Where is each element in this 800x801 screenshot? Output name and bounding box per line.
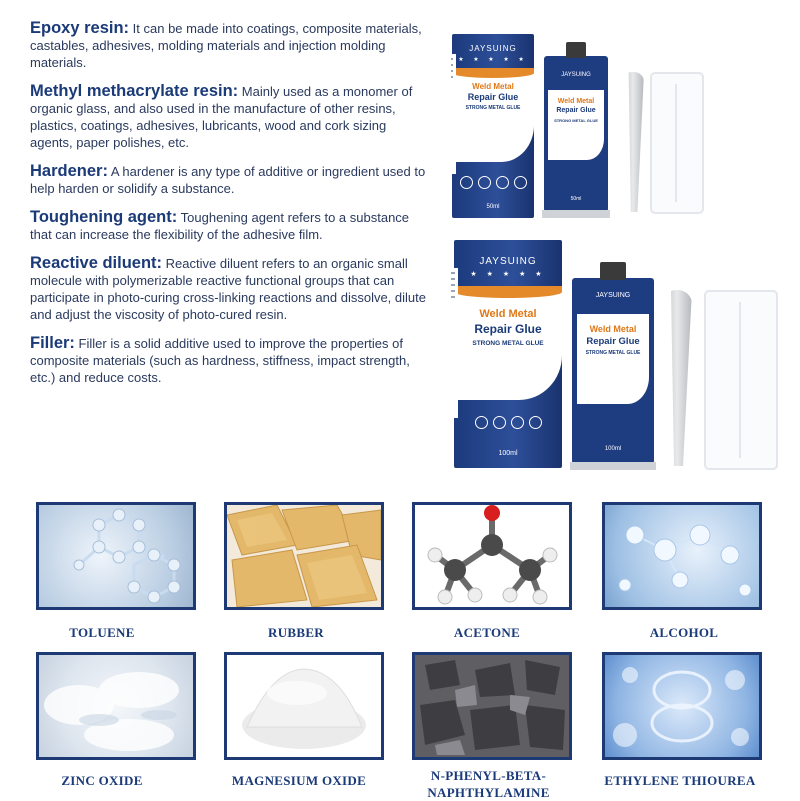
orange-wave — [454, 286, 562, 298]
syringe-base — [542, 210, 610, 218]
title-line2: Repair Glue — [467, 92, 519, 102]
definition-term: Reactive diluent: — [30, 254, 163, 272]
syringe-cap — [600, 262, 626, 280]
box-label-panel — [452, 70, 534, 162]
syringe-label — [548, 90, 604, 160]
definition-text: Filler is a solid additive used to improve the properties of composite materials (such as hardness, stiffness, impact strength, etc.) and reduce costs. — [30, 336, 410, 385]
feature-icon — [493, 416, 506, 429]
material-label: MAGNESIUM OXIDE — [231, 773, 367, 788]
side-text-line — [451, 284, 455, 286]
side-text-line — [451, 296, 455, 298]
definition-text: Reactive diluent refers to an organic small molecule with polymerizable reactive functional groups that can participate in photo-curing cross-linking reactions and dissolve, dilute and adjust the viscosity of photo-cured resin. — [30, 256, 426, 322]
material-label: ACETONE — [453, 625, 521, 640]
syringe-title-line1: Weld Metal — [589, 324, 637, 334]
feature-icon — [460, 176, 473, 189]
package-box — [454, 240, 562, 468]
syringe-volume: 50ml — [570, 196, 582, 202]
package-box — [452, 34, 534, 218]
bubble-molecule-icon — [605, 505, 759, 607]
syringe — [544, 56, 608, 212]
feature-icons — [454, 416, 562, 429]
side-text-line — [451, 58, 453, 60]
syringe-brand: JAYSUING — [561, 72, 591, 78]
syringe-tagline: STRONG METAL GLUE — [554, 118, 598, 123]
toluene-image — [36, 502, 196, 610]
stars-icon: ★ ★ ★ ★ ★ — [470, 271, 546, 278]
definition-epoxy — [30, 20, 430, 71]
definition-text: It can be made into coatings, composite materials, castables, adhesives, molding materials and injection molding materials. — [30, 21, 422, 70]
box-side-panel — [448, 54, 456, 174]
nozzle-rib — [739, 302, 741, 458]
tagline: STRONG METAL GLUE — [465, 105, 521, 111]
brand-label: JAYSUING — [479, 256, 537, 267]
syringe-label — [577, 314, 649, 404]
material-label: ALCOHOL — [649, 625, 719, 640]
material-label: RUBBER — [268, 625, 324, 640]
feature-icon — [511, 416, 524, 429]
box-label-panel — [454, 288, 562, 400]
definition-filler — [30, 335, 430, 386]
syringe-tagline: STRONG METAL GLUE — [585, 350, 641, 356]
syringe-title-line2: Repair Glue — [586, 336, 640, 347]
definitions-list — [30, 20, 430, 398]
molecule-network-icon — [39, 505, 193, 607]
feature-icon — [496, 176, 509, 189]
definition-term: Filler: — [30, 334, 75, 352]
volume-label: 50ml — [486, 204, 500, 210]
definition-toughening — [30, 209, 430, 243]
feature-icon — [514, 176, 527, 189]
feature-icons — [452, 176, 534, 189]
side-text-line — [451, 70, 453, 72]
definition-mma — [30, 83, 430, 151]
syringe-brand: JAYSUING — [595, 292, 631, 299]
spatula — [662, 290, 692, 466]
feature-icon — [529, 416, 542, 429]
rubber-sheets-icon — [227, 505, 381, 607]
definition-text: A hardener is any type of additive or ingredient used to help harden or solidify a substance. — [30, 164, 426, 196]
naphthylamine-image — [412, 652, 572, 760]
syringe — [572, 278, 654, 464]
syringe-title-line2: Repair Glue — [556, 107, 596, 114]
orange-wave — [452, 68, 534, 78]
side-text-line — [451, 64, 453, 66]
box-side-panel — [448, 268, 458, 418]
definition-term: Methyl methacrylate resin: — [30, 82, 239, 100]
side-text-line — [451, 76, 453, 78]
side-text-line — [451, 278, 455, 280]
definition-text: Mainly used as a monomer of organic glass, and also used in the manufacture of other resins, plastics, coatings, adhesives, lubricants, wood and cork sizing agents, paper polishes, etc. — [30, 84, 413, 150]
rubber-image — [224, 502, 384, 610]
mixing-nozzle — [650, 72, 704, 214]
material-label: N-PHENYL-BETA- NAPHTHYLAMINE — [427, 768, 550, 800]
definition-hardener — [30, 163, 430, 197]
side-text-line — [451, 290, 455, 292]
definition-term: Epoxy resin: — [30, 19, 130, 37]
zinc-oxide-image — [36, 652, 196, 760]
white-powder-icon — [39, 655, 193, 757]
syringe-title-line1: Weld Metal — [557, 98, 595, 105]
tagline: STRONG METAL GLUE — [472, 340, 544, 347]
syringe-cap — [566, 42, 586, 58]
water-bubbles-icon — [605, 655, 759, 757]
material-label: TOLUENE — [69, 625, 135, 640]
powder-pile-icon — [227, 655, 381, 757]
syringe-volume: 100ml — [604, 446, 622, 452]
definition-term: Hardener: — [30, 162, 108, 180]
alcohol-image — [602, 502, 762, 610]
material-label: ZINC OXIDE — [61, 773, 143, 788]
product-100ml — [448, 238, 788, 478]
title-line1: Weld Metal — [472, 82, 514, 91]
spatula — [622, 72, 644, 212]
magnesium-oxide-image — [224, 652, 384, 760]
brand-label: JAYSUING — [469, 44, 517, 53]
definition-diluent — [30, 255, 430, 323]
volume-label: 100ml — [498, 450, 518, 457]
feature-icon — [475, 416, 488, 429]
ethylene-thiourea-image — [602, 652, 762, 760]
mixing-nozzle — [704, 290, 778, 470]
syringe-base — [570, 462, 656, 470]
side-text-line — [451, 272, 455, 274]
nozzle-rib — [675, 84, 677, 202]
product-50ml — [448, 30, 738, 220]
definition-term: Toughening agent: — [30, 208, 178, 226]
ball-stick-molecule-icon — [415, 505, 569, 607]
stars-icon: ★ ★ ★ ★ ★ — [458, 57, 528, 63]
title-line1: Weld Metal — [479, 308, 537, 320]
material-label: ETHYLENE THIOUREA — [604, 773, 756, 788]
dark-flakes-icon — [415, 655, 569, 757]
feature-icon — [478, 176, 491, 189]
title-line2: Repair Glue — [474, 322, 542, 336]
definition-text: Toughening agent refers to a substance that can increase the flexibility of the adhesive film. — [30, 210, 410, 242]
acetone-image — [412, 502, 572, 610]
